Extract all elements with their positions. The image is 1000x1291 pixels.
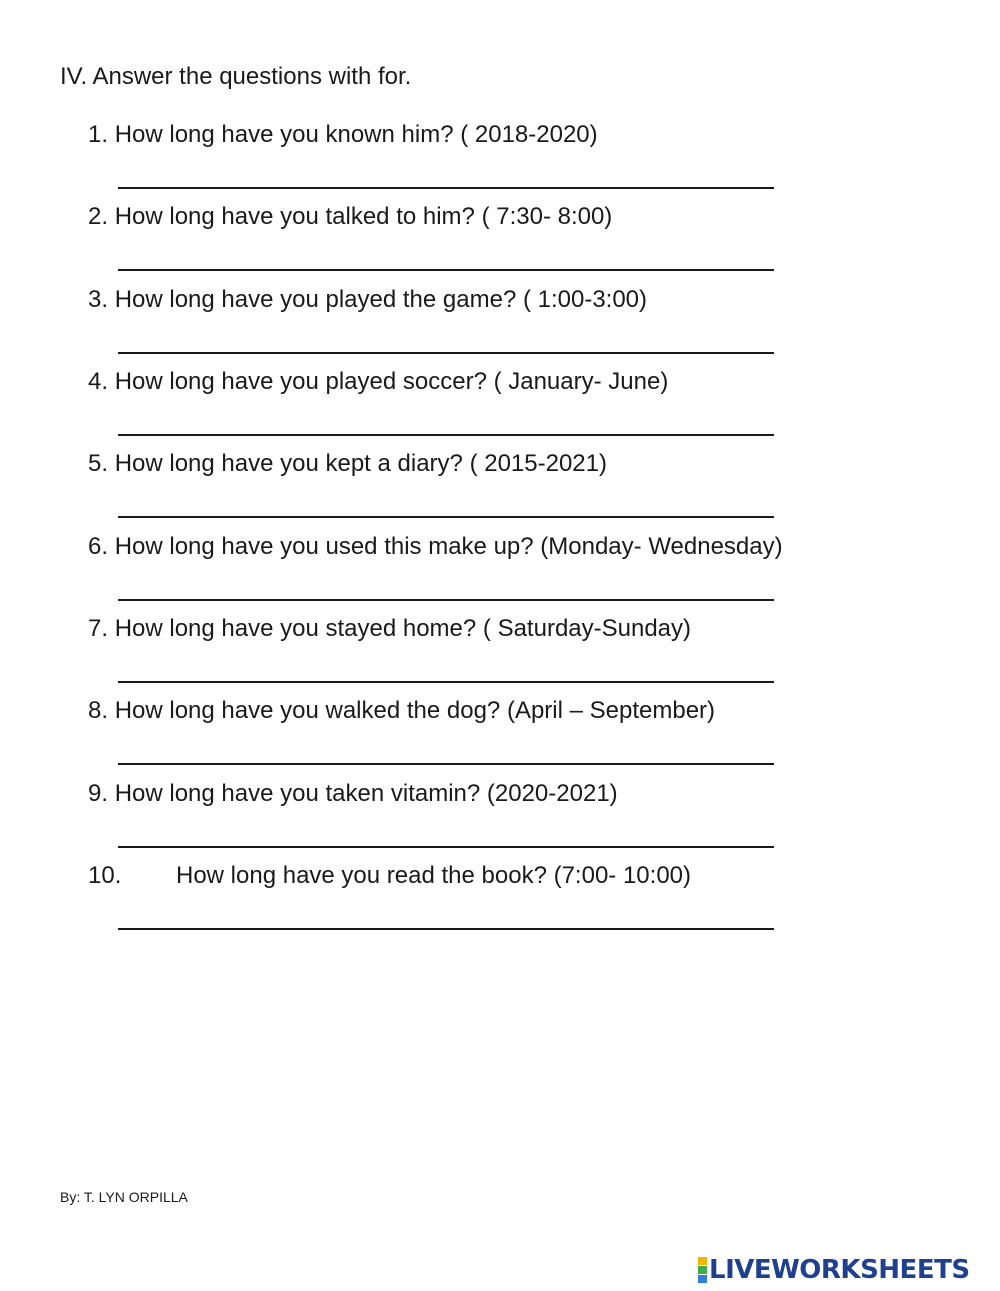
- question-number: 1.: [88, 121, 109, 148]
- question-2: [88, 202, 612, 232]
- question-text: How long have you played soccer? ( January- June): [114, 368, 669, 395]
- question-9: [88, 779, 618, 809]
- answer-line-2[interactable]: [118, 269, 774, 271]
- question-text: How long have you walked the dog? (April – September): [114, 697, 716, 724]
- question-6: [88, 532, 783, 562]
- question-text: How long have you played the game? ( 1:00-3:00): [114, 286, 648, 313]
- question-number: 5.: [88, 450, 109, 477]
- question-4: [88, 367, 668, 397]
- question-number: 10.: [88, 862, 122, 889]
- author-credit: By: T. LYN ORPILLA: [60, 1189, 188, 1205]
- question-1: [88, 120, 598, 150]
- question-8: [88, 696, 715, 726]
- answer-line-5[interactable]: [118, 516, 774, 518]
- question-number: 6.: [88, 533, 109, 560]
- liveworksheets-logo-icon: [698, 1257, 707, 1283]
- question-text: How long have you used this make up? (Monday- Wednesday): [114, 533, 783, 560]
- question-number: 7.: [88, 615, 109, 642]
- question-3: [88, 285, 647, 315]
- question-number: 8.: [88, 697, 109, 724]
- question-10: [88, 861, 691, 891]
- answer-line-9[interactable]: [118, 846, 774, 848]
- question-text: How long have you stayed home? ( Saturday-Sunday): [114, 615, 692, 642]
- logo-block-blue: [698, 1275, 707, 1283]
- question-number: 3.: [88, 286, 109, 313]
- answer-line-1[interactable]: [118, 187, 774, 189]
- question-text: How long have you known him? ( 2018-2020): [114, 121, 598, 148]
- question-text: How long have you kept a diary? ( 2015-2021): [114, 450, 607, 477]
- question-text: How long have you talked to him? ( 7:30- 8:00): [114, 203, 613, 230]
- question-number: 2.: [88, 203, 109, 230]
- answer-line-6[interactable]: [118, 599, 774, 601]
- answer-line-8[interactable]: [118, 763, 774, 765]
- question-7: [88, 614, 691, 644]
- answer-line-3[interactable]: [118, 352, 774, 354]
- brand-name: LIVEWORKSHEETS: [709, 1255, 970, 1285]
- answer-line-7[interactable]: [118, 681, 774, 683]
- logo-block-green: [698, 1266, 707, 1274]
- liveworksheets-brand: [698, 1256, 970, 1284]
- question-number: 9.: [88, 780, 109, 807]
- question-5: [88, 449, 607, 479]
- answer-line-10[interactable]: [118, 928, 774, 930]
- question-number: 4.: [88, 368, 109, 395]
- worksheet-heading: IV. Answer the questions with for.: [60, 63, 412, 90]
- question-text: How long have you taken vitamin? (2020-2021): [114, 780, 618, 807]
- answer-line-4[interactable]: [118, 434, 774, 436]
- logo-block-yellow: [698, 1257, 707, 1265]
- question-text: How long have you read the book? (7:00- 10:00): [176, 862, 692, 889]
